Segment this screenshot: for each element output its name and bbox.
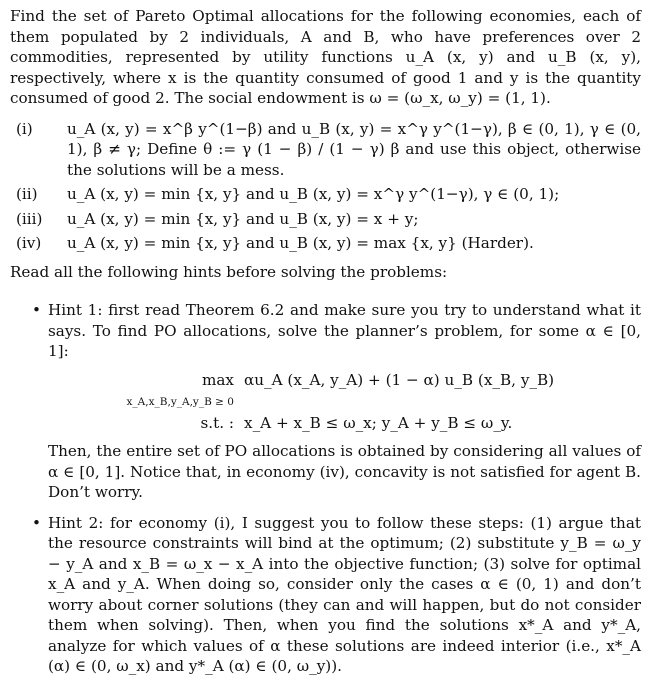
constraint-expression: x_A + x_B ≤ ω_x; y_A + y_B ≤ ω_y.: [244, 413, 513, 432]
problem-intro: [10, 6, 641, 109]
objective-expression: αu_A (x_A, y_A) + (1 − α) u_B (x_B, y_B): [244, 370, 555, 389]
economy-text: u_A (x, y) = min {x, y} and u_B (x, y) = max {x, y} (Harder).: [67, 234, 534, 252]
economy-item: [10, 119, 641, 181]
planner-problem: [48, 370, 641, 434]
economy-text: u_A (x, y) = min {x, y} and u_B (x, y) = x + y;: [67, 209, 419, 228]
constraint-row: [48, 413, 641, 434]
max-subscript: x_A,x_B,y_A,y_B ≥ 0: [126, 396, 234, 408]
economy-item: [10, 233, 641, 254]
economies-list: [10, 119, 641, 254]
hint-text-after: Then, the entire set of PO allocations is obtained by considering all values of α ∈ [0, 1]. Notice that, in economy (iv), concavity is not satisfied for agent B. Don’t worry.: [48, 442, 641, 501]
max-label: max: [201, 370, 234, 389]
read-hints-sentence: Read all the following hints before solving the problems:: [10, 262, 448, 281]
hint-text-before: Hint 1: first read Theorem 6.2 and make sure you try to understand what it says. To find PO allocations, solve the planner’s problem, for some α ∈ [0, 1]:: [48, 301, 641, 360]
economy-label: (iv): [16, 234, 42, 252]
subject-to-label: s.t. :: [200, 413, 234, 432]
objective-row: [48, 370, 641, 413]
economy-text: u_A (x, y) = x^β y^(1−β) and u_B (x, y) = x^γ y^(1−γ), β ∈ (0, 1), γ ∈ (0, 1), β ≠ γ; Define θ := γ (1 − β) / (1 − γ) β and use this object, otherwise the solutions will be a mess.: [67, 119, 641, 179]
economy-item: [10, 209, 641, 230]
economy-label: (i): [16, 119, 33, 138]
bullet-icon: •: [32, 513, 41, 532]
economy-text: u_A (x, y) = min {x, y} and u_B (x, y) = x^γ y^(1−γ), γ ∈ (0, 1);: [67, 185, 560, 203]
hint-item: [10, 513, 641, 677]
hint-item: [10, 300, 641, 503]
bullet-icon: •: [32, 301, 41, 319]
economy-label: (iii): [16, 209, 43, 228]
hint-text: Hint 2: for economy (i), I suggest you to follow these steps: (1) argue that the resource constraints will bind at the optimum; (2) substitute y_B = ω_y − y_A and x_B = ω_x − x_A into the objective function; (3) solve for optimal x_A and y_A. When doing so, consider only the cases α ∈ (0, 1) and don’t worry about corner solutions (they can and will happen, but do not consider them when solving). Then, when you find the solutions x*_A and y*_A, analyze for which values of α these solutions are indeed interior (i.e., x*_A (α) ∈ (0, ω_x) and y*_A (α) ∈ (0, ω_y)).: [48, 513, 641, 675]
economy-label: (ii): [16, 185, 38, 203]
hints-list: [10, 300, 641, 677]
economy-item: [10, 184, 641, 205]
intro-paragraph: Find the set of Pareto Optimal allocations for the following economies, each of them populated by 2 individuals, A and B, who have preferences over 2 commodities, represented by utility functions u_A (x, y) and u_B (x, y), respectively, where x is the quantity consumed of good 1 and y is the quantity consumed of good 2. The social endowment is ω = (ω_x, ω_y) = (1, 1).: [10, 7, 641, 107]
max-operator: [48, 370, 244, 413]
